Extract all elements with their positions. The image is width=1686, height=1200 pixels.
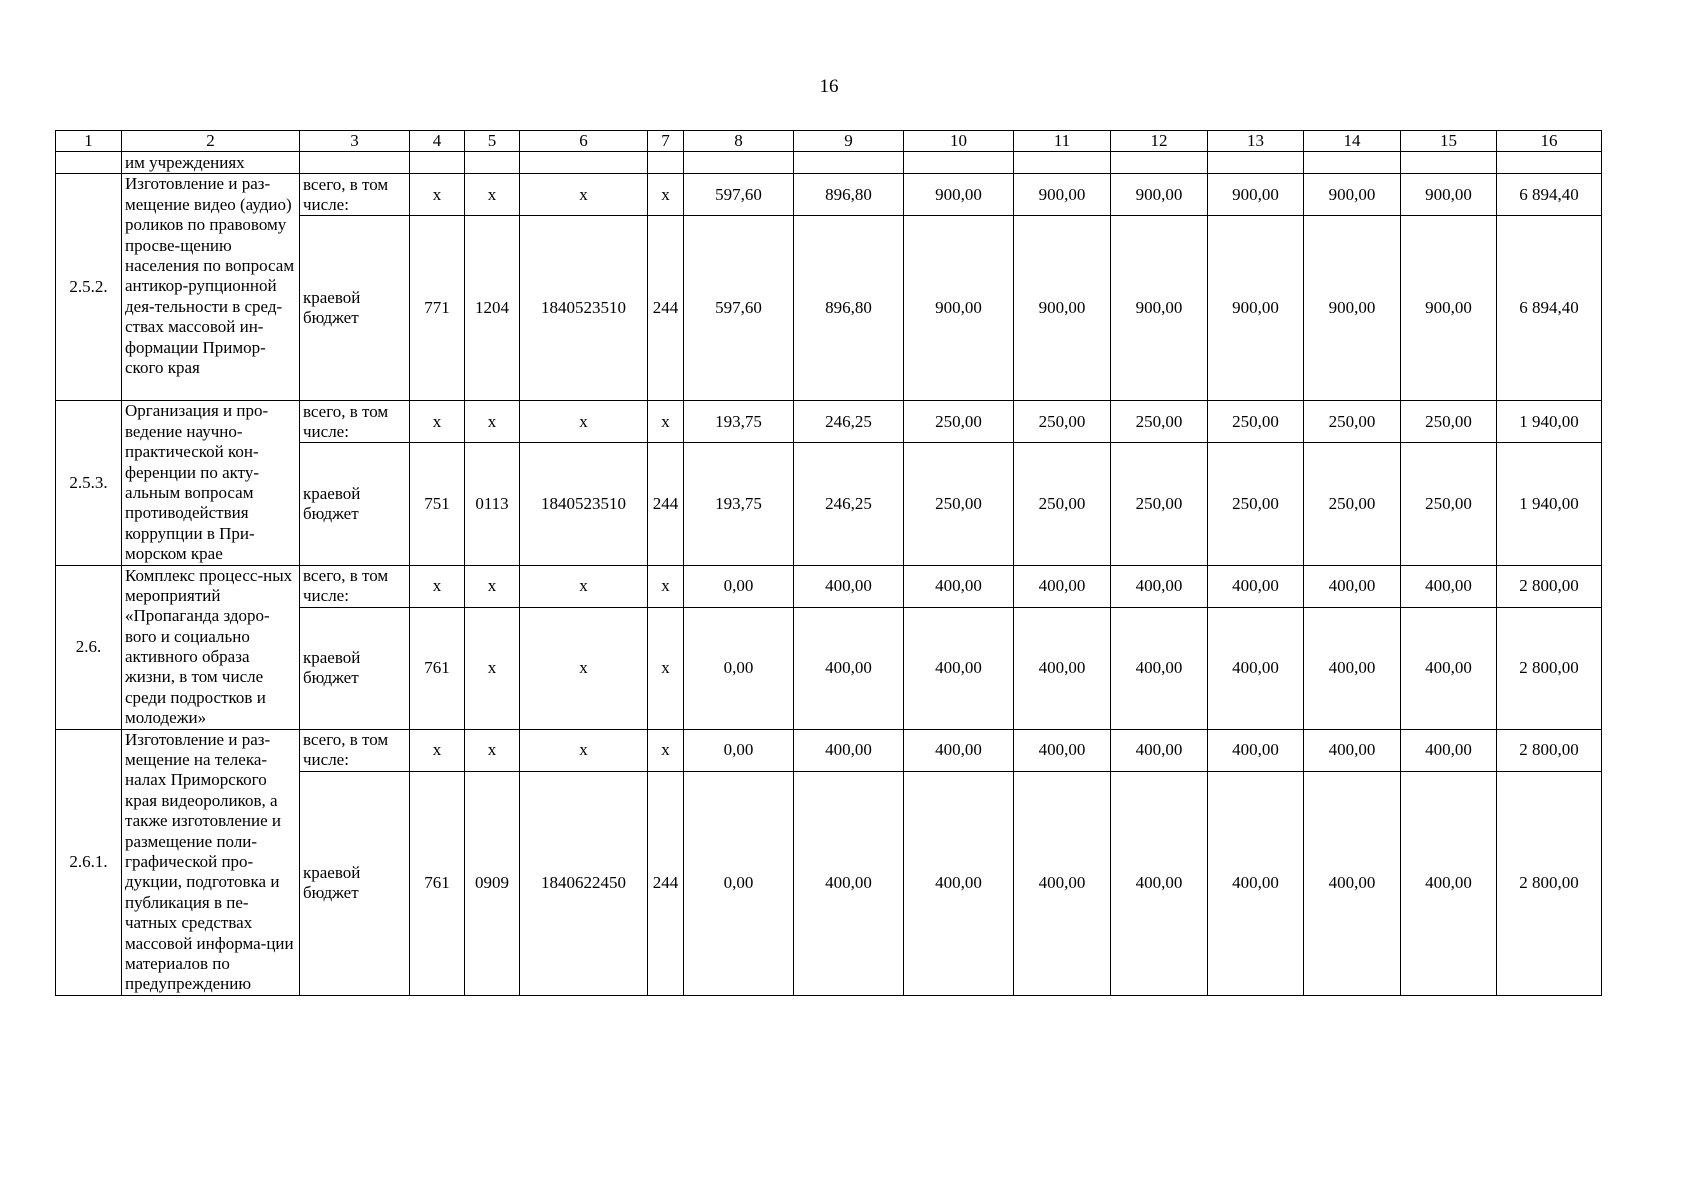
amount-cell: 400,00 <box>1208 565 1304 607</box>
code-cell-c5: x <box>465 607 520 729</box>
code-cell-c4: x <box>410 174 465 216</box>
amount-cell: 400,00 <box>794 607 904 729</box>
amount-cell: 400,00 <box>1111 729 1208 771</box>
amount-cell: 250,00 <box>1401 443 1497 565</box>
code-cell-c6: x <box>520 401 648 443</box>
amount-cell: 400,00 <box>904 729 1014 771</box>
amount-cell: 400,00 <box>1401 565 1497 607</box>
continuation-text: им учреждениях <box>122 152 300 174</box>
amount-cell: 400,00 <box>794 771 904 995</box>
code-cell-c7: 244 <box>648 443 684 565</box>
amount-cell: 400,00 <box>1304 771 1401 995</box>
row-name: Комплекс процесс-ных мероприятий «Пропаганда здоро-вого и социально активного образа жизни, в том числе среди подростков и молодежи» <box>122 565 300 729</box>
amount-cell: 400,00 <box>1304 607 1401 729</box>
amount-cell: 900,00 <box>1304 216 1401 401</box>
amount-cell: 250,00 <box>1014 401 1111 443</box>
row-name: Изготовление и раз-мещение на телека-налах Приморского края видеороликов, а также изготовление и размещение поли-графической про-дукции, подготовка и публикация в пе-чатных средствах массовой информа-ции материалов по предупреждению <box>122 729 300 995</box>
amount-cell: 250,00 <box>1014 443 1111 565</box>
amount-cell: 400,00 <box>1014 771 1111 995</box>
amount-cell: 1 940,00 <box>1497 443 1602 565</box>
code-cell-c6: x <box>520 174 648 216</box>
source-regional-budget: краевой бюджет <box>300 607 410 729</box>
amount-cell: 400,00 <box>1014 565 1111 607</box>
amount-cell: 250,00 <box>1304 401 1401 443</box>
amount-cell: 400,00 <box>1014 607 1111 729</box>
amount-cell: 900,00 <box>904 216 1014 401</box>
column-number-6: 6 <box>520 131 648 152</box>
column-number-1: 1 <box>56 131 122 152</box>
source-total: всего, в том числе: <box>300 174 410 216</box>
amount-cell: 900,00 <box>904 174 1014 216</box>
code-cell-c5: x <box>465 565 520 607</box>
code-cell-c7: x <box>648 565 684 607</box>
amount-cell: 6 894,40 <box>1497 174 1602 216</box>
column-number-4: 4 <box>410 131 465 152</box>
amount-cell: 597,60 <box>684 174 794 216</box>
column-number-2: 2 <box>122 131 300 152</box>
row-code: 2.6. <box>56 565 122 729</box>
amount-cell: 250,00 <box>1111 401 1208 443</box>
code-cell-c4: x <box>410 565 465 607</box>
row-code: 2.5.2. <box>56 174 122 401</box>
code-cell-c7: 244 <box>648 216 684 401</box>
row-name: Изготовление и раз-мещение видео (аудио) роликов по правовому просве-щению населения по вопросам антикор-рупционной дея-тельности в сред-ствах массовой ин-формации Примор-ского края <box>122 174 300 401</box>
amount-cell: 0,00 <box>684 729 794 771</box>
amount-cell: 400,00 <box>1111 771 1208 995</box>
code-cell-c6: x <box>520 729 648 771</box>
code-cell-c5: 0113 <box>465 443 520 565</box>
code-cell-c5: x <box>465 401 520 443</box>
amount-cell: 400,00 <box>904 771 1014 995</box>
source-total: всего, в том числе: <box>300 401 410 443</box>
amount-cell: 597,60 <box>684 216 794 401</box>
row-code: 2.5.3. <box>56 401 122 565</box>
amount-cell: 250,00 <box>1208 401 1304 443</box>
column-numbers-row <box>56 131 1602 152</box>
column-number-7: 7 <box>648 131 684 152</box>
amount-cell: 400,00 <box>1401 729 1497 771</box>
code-cell-c4: x <box>410 401 465 443</box>
amount-cell: 246,25 <box>794 401 904 443</box>
page-number: 16 <box>819 76 839 97</box>
column-number-9: 9 <box>794 131 904 152</box>
amount-cell: 900,00 <box>1111 174 1208 216</box>
amount-cell: 0,00 <box>684 565 794 607</box>
amount-cell: 250,00 <box>1111 443 1208 565</box>
amount-cell: 400,00 <box>1401 771 1497 995</box>
column-number-3: 3 <box>300 131 410 152</box>
source-regional-budget: краевой бюджет <box>300 771 410 995</box>
code-cell-c4: 771 <box>410 216 465 401</box>
column-number-5: 5 <box>465 131 520 152</box>
amount-cell: 6 894,40 <box>1497 216 1602 401</box>
amount-cell: 0,00 <box>684 771 794 995</box>
table-row <box>56 174 1602 216</box>
code-cell-c4: x <box>410 729 465 771</box>
code-cell-c7: x <box>648 174 684 216</box>
table-row <box>56 401 1602 443</box>
column-number-12: 12 <box>1111 131 1208 152</box>
amount-cell: 900,00 <box>1014 174 1111 216</box>
amount-cell: 896,80 <box>794 174 904 216</box>
column-number-16: 16 <box>1497 131 1602 152</box>
row-code: 2.6.1. <box>56 729 122 995</box>
code-cell-c4: 761 <box>410 607 465 729</box>
code-cell-c6: 1840622450 <box>520 771 648 995</box>
amount-cell: 193,75 <box>684 443 794 565</box>
column-number-13: 13 <box>1208 131 1304 152</box>
amount-cell: 900,00 <box>1208 174 1304 216</box>
code-cell-c6: x <box>520 565 648 607</box>
amount-cell: 246,25 <box>794 443 904 565</box>
source-total: всего, в том числе: <box>300 565 410 607</box>
code-cell-c7: x <box>648 729 684 771</box>
amount-cell: 400,00 <box>1014 729 1111 771</box>
amount-cell: 2 800,00 <box>1497 565 1602 607</box>
code-cell-c5: 0909 <box>465 771 520 995</box>
column-number-8: 8 <box>684 131 794 152</box>
amount-cell: 250,00 <box>1208 443 1304 565</box>
amount-cell: 900,00 <box>1401 174 1497 216</box>
amount-cell: 193,75 <box>684 401 794 443</box>
amount-cell: 250,00 <box>904 443 1014 565</box>
code-cell-c5: 1204 <box>465 216 520 401</box>
source-regional-budget: краевой бюджет <box>300 216 410 401</box>
budget-table <box>55 130 1602 996</box>
amount-cell: 2 800,00 <box>1497 729 1602 771</box>
amount-cell: 400,00 <box>794 565 904 607</box>
row-name: Организация и про-ведение научно-практической кон-ференции по акту-альным вопросам противодействия коррупции в При-морском крае <box>122 401 300 565</box>
amount-cell: 900,00 <box>1304 174 1401 216</box>
code-cell-c6: x <box>520 607 648 729</box>
amount-cell: 400,00 <box>1208 729 1304 771</box>
amount-cell: 400,00 <box>1401 607 1497 729</box>
amount-cell: 400,00 <box>794 729 904 771</box>
amount-cell: 250,00 <box>1401 401 1497 443</box>
amount-cell: 250,00 <box>904 401 1014 443</box>
continuation-row <box>56 152 1602 174</box>
amount-cell: 1 940,00 <box>1497 401 1602 443</box>
amount-cell: 0,00 <box>684 607 794 729</box>
table-row <box>56 729 1602 771</box>
code-cell-c5: x <box>465 174 520 216</box>
code-cell-c4: 761 <box>410 771 465 995</box>
code-cell-c7: x <box>648 401 684 443</box>
amount-cell: 2 800,00 <box>1497 771 1602 995</box>
amount-cell: 400,00 <box>1208 771 1304 995</box>
amount-cell: 900,00 <box>1208 216 1304 401</box>
column-number-10: 10 <box>904 131 1014 152</box>
amount-cell: 400,00 <box>1111 607 1208 729</box>
column-number-11: 11 <box>1014 131 1111 152</box>
code-cell-c7: 244 <box>648 771 684 995</box>
code-cell-c5: x <box>465 729 520 771</box>
amount-cell: 400,00 <box>1304 729 1401 771</box>
amount-cell: 400,00 <box>1304 565 1401 607</box>
amount-cell: 896,80 <box>794 216 904 401</box>
amount-cell: 900,00 <box>1014 216 1111 401</box>
column-number-14: 14 <box>1304 131 1401 152</box>
amount-cell: 900,00 <box>1111 216 1208 401</box>
amount-cell: 400,00 <box>1208 607 1304 729</box>
source-regional-budget: краевой бюджет <box>300 443 410 565</box>
code-cell-c6: 1840523510 <box>520 443 648 565</box>
amount-cell: 400,00 <box>1111 565 1208 607</box>
code-cell-c4: 751 <box>410 443 465 565</box>
amount-cell: 250,00 <box>1304 443 1401 565</box>
amount-cell: 900,00 <box>1401 216 1497 401</box>
code-cell-c6: 1840523510 <box>520 216 648 401</box>
column-number-15: 15 <box>1401 131 1497 152</box>
amount-cell: 400,00 <box>904 565 1014 607</box>
table-row <box>56 565 1602 607</box>
source-total: всего, в том числе: <box>300 729 410 771</box>
code-cell-c7: x <box>648 607 684 729</box>
amount-cell: 2 800,00 <box>1497 607 1602 729</box>
amount-cell: 400,00 <box>904 607 1014 729</box>
